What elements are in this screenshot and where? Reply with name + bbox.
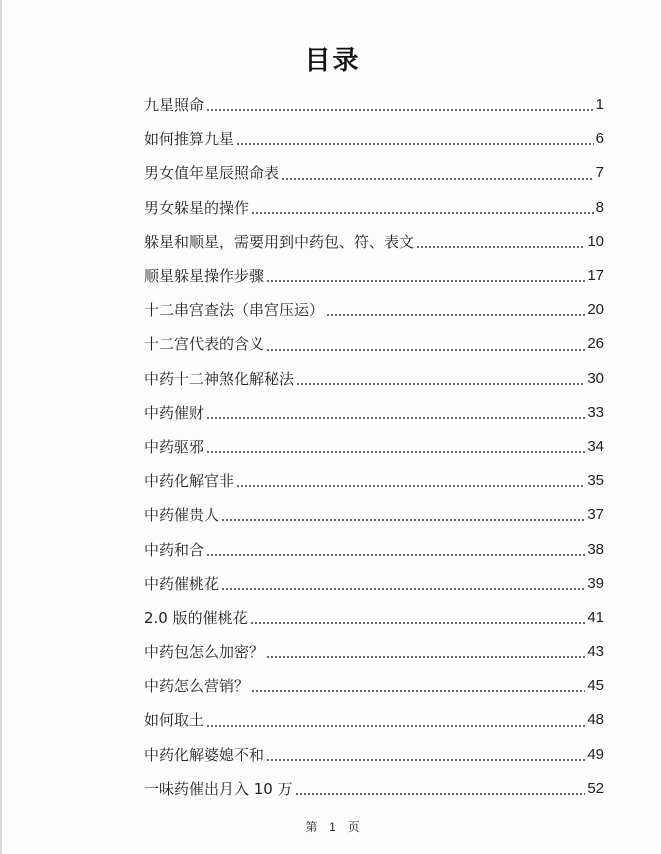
footer-page-number: 1 [329,820,336,834]
toc-entry-title: 如何取土 [144,711,205,730]
toc-entry-title: 中药催财 [144,403,205,422]
toc-entry-title: 中药化解官非 [144,472,235,491]
toc-dot-leader [326,314,585,316]
toc-entry-page-number: 7 [595,164,604,182]
toc-entry-title: 十二串宫查法（串宫压运） [144,301,325,320]
toc-dot-leader [250,622,586,624]
toc-entry[interactable] [144,362,604,396]
toc-entry-title: 躲星和顺星，需要用到中药包、符、表文 [144,232,415,251]
toc-entry-page-number: 17 [587,267,604,285]
toc-entry[interactable] [144,191,604,225]
toc-dot-leader [296,383,585,385]
toc-entry[interactable] [144,567,604,601]
toc-entry-page-number: 1 [595,96,604,114]
toc-entry-page-number: 38 [587,540,604,558]
toc-dot-leader [266,280,585,282]
toc-entry-title: 中药催贵人 [144,506,220,525]
toc-entry-page-number: 48 [587,711,604,729]
toc-entry[interactable] [144,738,604,772]
toc-dot-leader [266,349,585,351]
toc-dot-leader [206,417,585,419]
toc-dot-leader [281,178,594,180]
toc-entry-title: 中药驱邪 [144,437,205,456]
toc-entry-page-number: 20 [587,301,604,319]
toc-entry-page-number: 52 [587,779,604,797]
toc-entry-page-number: 6 [595,130,604,148]
toc-entry-title: 一味药催出月入 10 万 [144,779,293,798]
toc-entry-title: 2.0 版的催桃花 [144,608,248,627]
toc-entry-title: 十二宫代表的含义 [144,335,265,354]
table-of-contents [144,88,604,806]
toc-entry-page-number: 8 [595,198,604,216]
toc-entry[interactable] [144,635,604,669]
toc-dot-leader [221,588,585,590]
toc-entry[interactable] [144,772,604,806]
toc-dot-leader [266,656,585,658]
toc-entry-page-number: 30 [587,369,604,387]
toc-entry-title: 顺星躲星操作步骤 [144,267,265,286]
toc-entry-title: 男女值年星辰照命表 [144,164,280,183]
toc-entry-page-number: 41 [587,608,604,626]
toc-dot-leader [295,793,586,795]
toc-dot-leader [266,759,585,761]
toc-entry-title: 中药十二神煞化解秘法 [144,369,295,388]
page-title: 目录 [304,46,361,76]
footer-suffix: 页 [347,820,360,834]
toc-entry[interactable] [144,156,604,190]
toc-entry[interactable] [144,259,604,293]
toc-entry-title: 男女躲星的操作 [144,198,250,217]
toc-dot-leader [206,725,585,727]
footer-prefix: 第 [305,820,318,834]
toc-dot-leader [416,246,585,248]
toc-entry[interactable] [144,122,604,156]
toc-entry[interactable] [144,396,604,430]
toc-entry[interactable] [144,464,604,498]
toc-entry-page-number: 26 [587,335,604,353]
toc-dot-leader [206,554,585,556]
toc-entry[interactable] [144,327,604,361]
toc-dot-leader [206,451,585,453]
toc-dot-leader [236,485,585,487]
toc-entry-page-number: 34 [587,437,604,455]
toc-entry[interactable] [144,498,604,532]
toc-entry-page-number: 33 [587,403,604,421]
toc-entry[interactable] [144,669,604,703]
toc-entry-page-number: 45 [587,677,604,695]
toc-dot-leader [206,109,594,111]
toc-entry-title: 中药催桃花 [144,574,220,593]
toc-entry-title: 九星照命 [144,96,205,115]
page-footer [2,818,661,835]
toc-dot-leader [221,519,585,521]
toc-entry-title: 中药化解婆媳不和 [144,745,265,764]
toc-entry[interactable] [144,293,604,327]
toc-entry-title: 中药包怎么加密？ [144,643,265,662]
toc-entry[interactable] [144,430,604,464]
toc-entry-title: 中药怎么营销？ [144,677,250,696]
toc-dot-leader [251,690,585,692]
toc-entry-title: 如何推算九星 [144,130,235,149]
toc-dot-leader [236,143,594,145]
toc-entry-page-number: 35 [587,472,604,490]
toc-entry-page-number: 49 [587,745,604,763]
toc-dot-leader [251,212,594,214]
toc-entry[interactable] [144,88,604,122]
toc-entry-page-number: 39 [587,574,604,592]
toc-entry-page-number: 10 [587,232,604,250]
toc-entry-page-number: 37 [587,506,604,524]
toc-entry-title: 中药和合 [144,540,205,559]
toc-entry[interactable] [144,703,604,737]
toc-entry[interactable] [144,532,604,566]
toc-entry[interactable] [144,601,604,635]
toc-entry[interactable] [144,225,604,259]
toc-entry-page-number: 43 [587,643,604,661]
